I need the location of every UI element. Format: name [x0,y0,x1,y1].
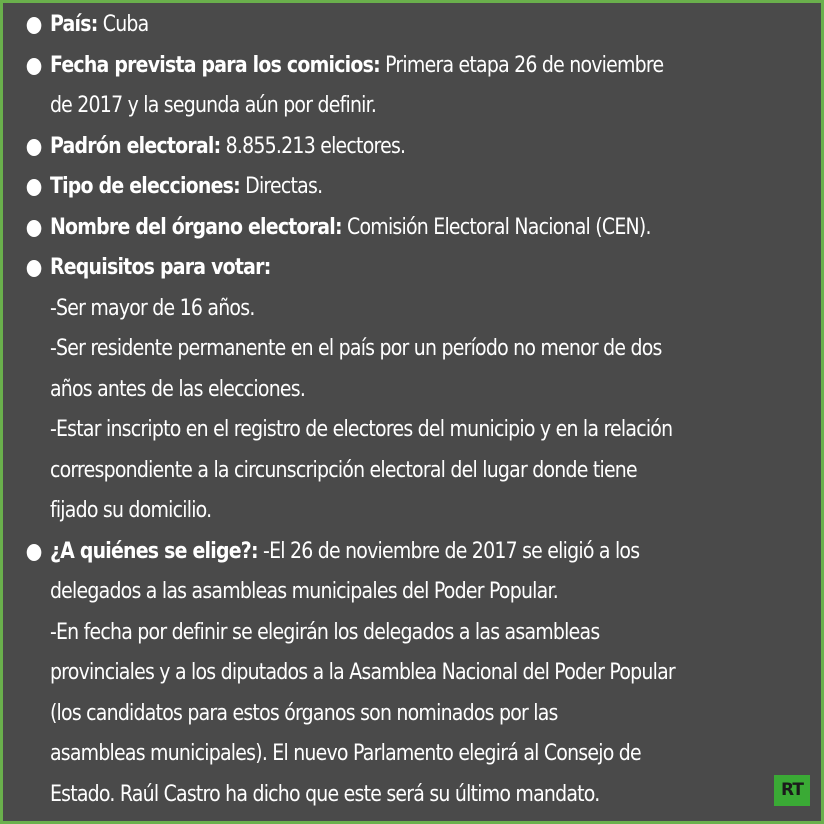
item-value: Directas. [245,174,323,199]
elected-line: -En fecha por definir se elegirán los delegados a las asambleas [49,619,600,645]
list-item-electoral-body [25,208,713,249]
requirement-line: fijado su domicilio. [49,498,212,523]
elected-line: (los candidatos para estos órganos son nominados por las [49,700,558,726]
item-label: País: [49,12,98,37]
item-value: Primera etapa 26 de noviembre [385,52,664,78]
item-value: Cuba [102,12,149,37]
elected-line: Estado. Raúl Castro ha dicho que este será su último mandato. [49,781,600,807]
item-label: Tipo de elecciones: [49,174,240,199]
item-label: ¿A quiénes se elige?: [49,538,258,564]
item-label: Nombre del órgano electoral: [49,214,342,240]
elected-line: asambleas municipales). El nuevo Parlamento elegirá al Consejo de [49,741,641,766]
elected-line: provinciales y a los diputados a la Asamblea Nacional del Poder Popular [49,660,675,685]
elected-line: delegados a las asambleas municipales del Poder Popular. [49,579,558,604]
list-item-voting-requirements [25,248,713,532]
requirement-line: correspondiente a la circunscripción electoral del lugar donde tiene [49,457,637,483]
requirement-line: -Ser mayor de 16 años. [49,295,255,321]
item-value: 8.855.213 electores. [225,133,406,159]
item-label: Fecha prevista para los comicios: [49,52,380,78]
requirement-line: -Estar inscripto en el registro de electores del municipio y en la relación [49,417,673,442]
list-item-who-is-elected [25,532,713,816]
election-facts-list [25,5,713,815]
item-value: Comisión Electoral Nacional (CEN). [347,214,651,240]
rt-logo: RT [774,775,810,806]
list-item-country [25,5,713,46]
list-item-election-type [25,167,713,208]
list-item-election-date [25,46,713,127]
item-label: Requisitos para votar: [49,255,271,280]
item-label: Padrón electoral: [49,133,221,159]
list-item-voter-roll [25,127,713,168]
item-value-line: de 2017 y la segunda aún por definir. [49,93,377,118]
requirement-line: años antes de las elecciones. [49,376,306,402]
requirement-line: -Ser residente permanente en el país por un período no menor de dos [49,336,662,361]
item-value: -El 26 de noviembre de 2017 se eligió a los [263,538,640,564]
